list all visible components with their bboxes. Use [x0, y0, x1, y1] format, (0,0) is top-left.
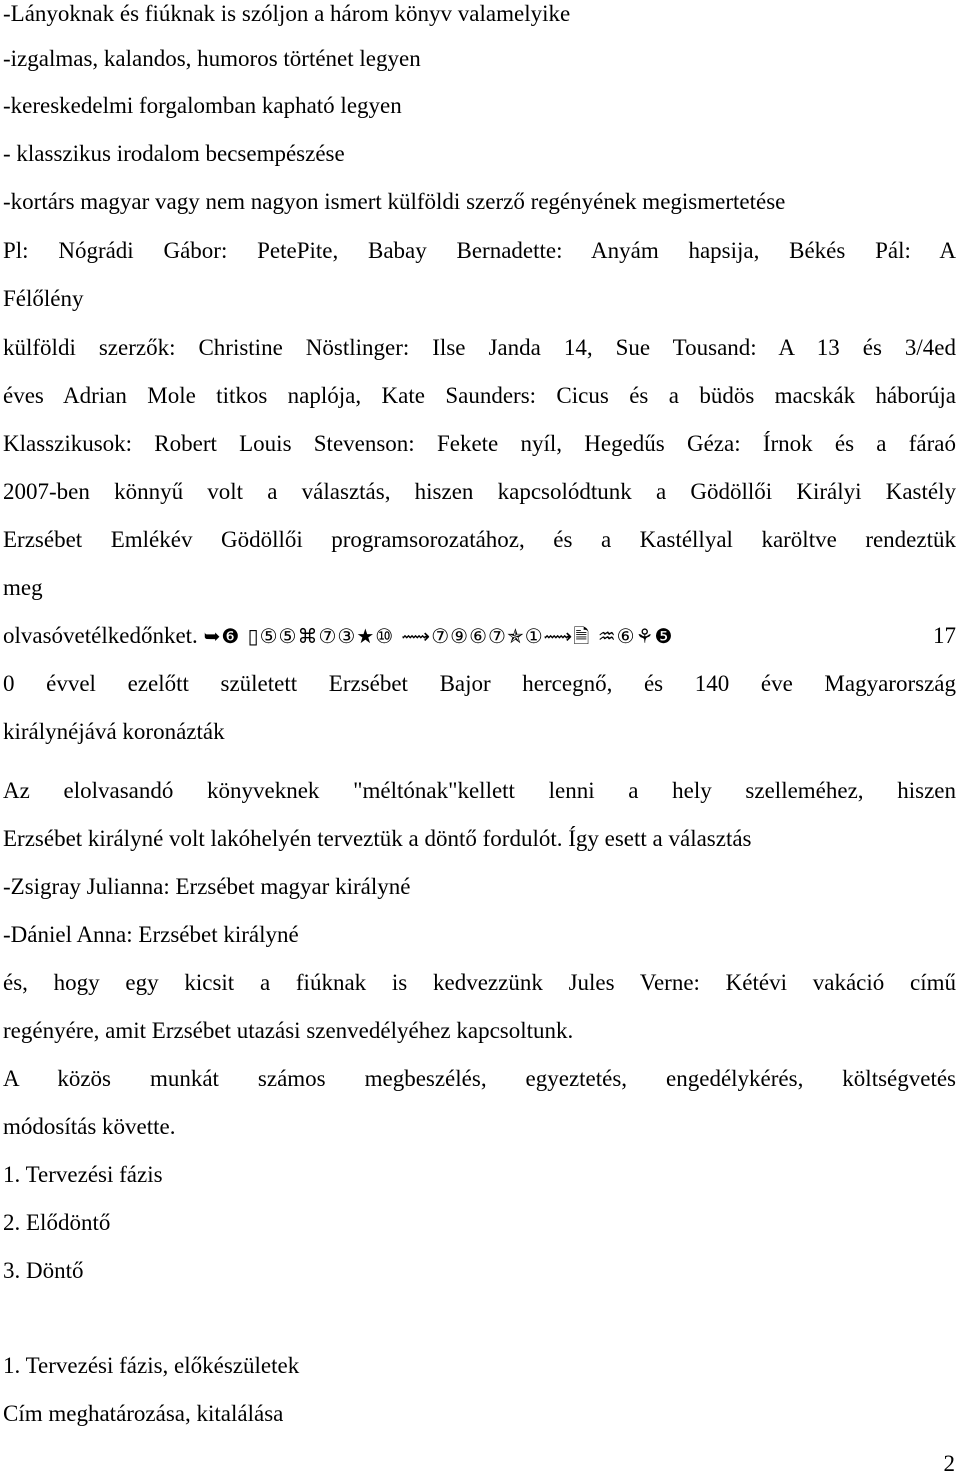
- garbled-symbols: ➥❻ ▯⑤⑤⌘⑦③★⑩ ⟿⑦⑨⑥⑦✯①⟿🗎 ♒⑥⚘❺: [203, 624, 674, 648]
- book-choice-1: -Zsigray Julianna: Erzsébet magyar királyné: [3, 874, 411, 899]
- foreign-authors-line-1: külföldi szerzők: Christine Nöstlinger: Ilse Janda 14, Sue Tousand: A 13 és 3/4ed: [3, 335, 956, 360]
- section-heading: 1. Tervezési fázis, előkészületek: [3, 1353, 300, 1378]
- competition-word: olvasóvetélkedőnket.: [3, 623, 198, 648]
- paragraph-2007-line-3: meg: [3, 575, 43, 600]
- phase-list-item-2: 2. Elődöntő: [3, 1210, 111, 1235]
- paragraph-books-line-2: Erzsébet királyné volt lakóhelyén terveztük a döntő fordulót. Így esett a választás: [3, 826, 752, 851]
- paragraph-work-line-1: A közös munkát számos megbeszélés, egyeztetés, engedélykérés, költségvetés: [3, 1066, 956, 1091]
- paragraph-2007-line-1: 2007-ben könnyű volt a választás, hiszen kapcsolódtunk a Gödöllői Királyi Kastély: [3, 479, 956, 504]
- paragraph-verne-line-1: és, hogy egy kicsit a fiúknak is kedvezzünk Jules Verne: Kétévi vakáció című: [3, 970, 956, 995]
- paragraph-verne-line-2: regényére, amit Erzsébet utazási szenvedélyéhez kapcsoltunk.: [3, 1018, 574, 1043]
- paragraph-2007-line-2: Erzsébet Emlékév Gödöllői programsorozatához, és a Kastéllyal karöltve rendeztük: [3, 527, 956, 552]
- paragraph-2007-line-6: királynéjává koronázták: [3, 719, 225, 744]
- requirement-line-1: -Lányoknak és fiúknak is szóljon a három könyv valamelyike: [3, 1, 571, 26]
- example-line-1: Pl: Nógrádi Gábor: PetePite, Babay Bernadette: Anyám hapsija, Békés Pál: A: [3, 238, 956, 263]
- number-fragment: 17: [933, 623, 956, 648]
- paragraph-2007-line-5: 0 évvel ezelőtt született Erzsébet Bajor hercegnő, és 140 éve Magyarország: [3, 671, 956, 696]
- classics-line: Klasszikusok: Robert Louis Stevenson: Fekete nyíl, Hegedűs Géza: Írnok és a fáraó: [3, 431, 956, 456]
- requirement-line-5: -kortárs magyar vagy nem nagyon ismert külföldi szerző regényének megismertetése: [3, 189, 786, 214]
- foreign-authors-line-2: éves Adrian Mole titkos naplója, Kate Saunders: Cicus és a büdös macskák háborúja: [3, 383, 956, 408]
- book-choice-2: -Dániel Anna: Erzsébet királyné: [3, 922, 299, 947]
- requirement-line-3: -kereskedelmi forgalomban kapható legyen: [3, 93, 402, 118]
- phase-list-item-1: 1. Tervezési fázis: [3, 1162, 163, 1187]
- phase-list-item-3: 3. Döntő: [3, 1258, 84, 1283]
- example-line-2: Félőlény: [3, 286, 84, 311]
- section-subheading: Cím meghatározása, kitalálása: [3, 1401, 284, 1426]
- requirement-line-2: -izgalmas, kalandos, humoros történet legyen: [3, 46, 421, 71]
- paragraph-work-line-2: módosítás követte.: [3, 1114, 176, 1139]
- paragraph-books-line-1: Az elolvasandó könyveknek "méltónak"kellett lenni a hely szelleméhez, hiszen: [3, 778, 956, 803]
- paragraph-2007-line-4: [3, 622, 956, 650]
- page-number: 2: [943, 1451, 955, 1476]
- requirement-line-4: - klasszikus irodalom becsempészése: [3, 141, 345, 166]
